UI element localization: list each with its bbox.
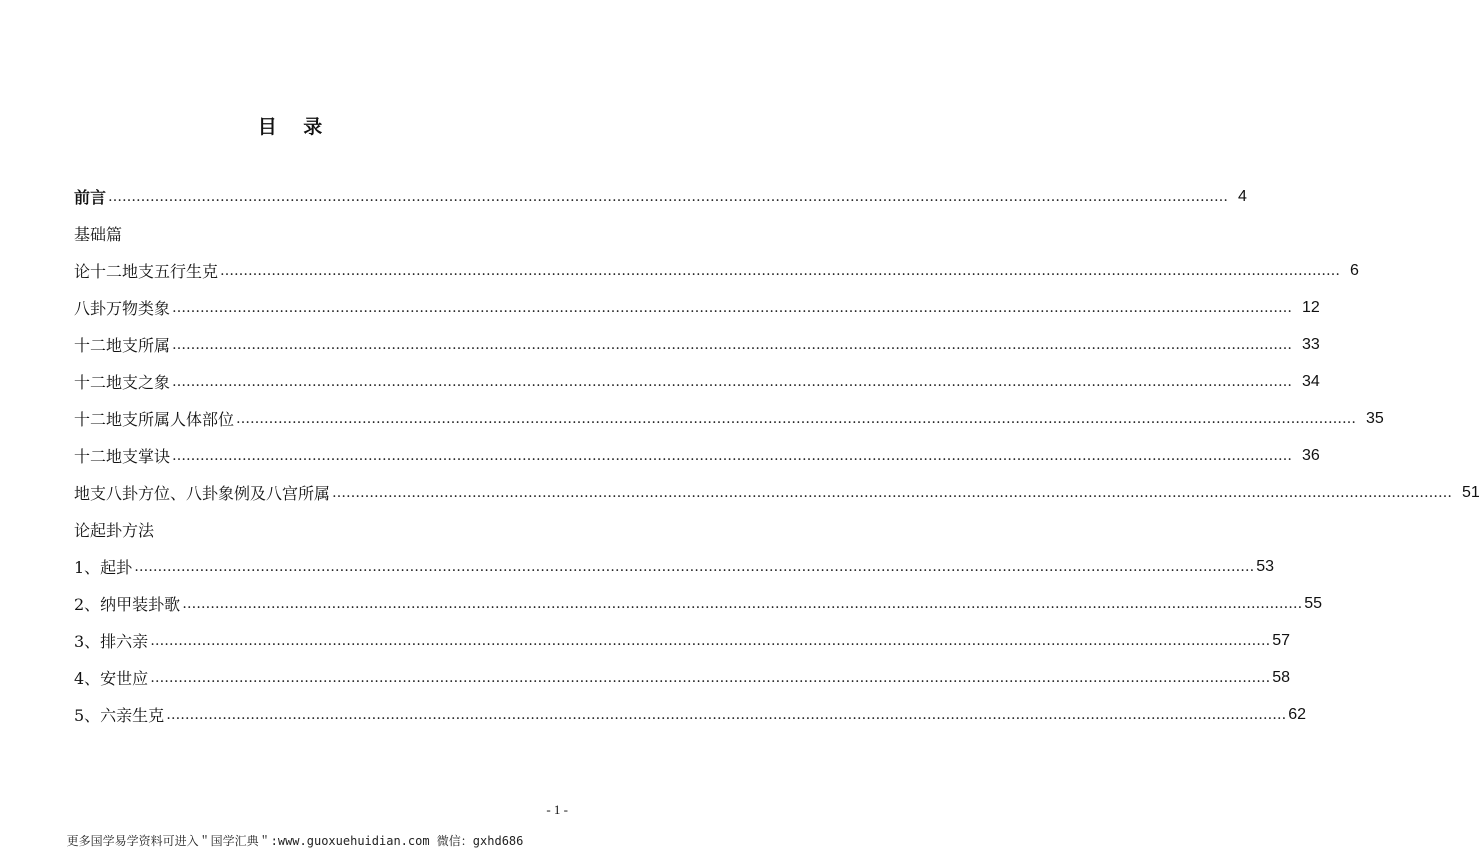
toc-leader-dots: …………………………………………………………………………………………………………………………………………………………………………………………………………………… <box>134 558 1255 575</box>
toc-entry-page: 57 <box>1272 631 1290 649</box>
toc-entry-page: 6 <box>1350 261 1359 279</box>
toc-entry-page: 55 <box>1304 594 1322 612</box>
toc-entry-label: 八卦万物类象 <box>74 299 171 318</box>
toc-section-heading <box>74 215 530 252</box>
toc-entry-page: 33 <box>1302 335 1320 353</box>
toc-entry-label: 论起卦方法 <box>74 521 155 540</box>
toc-entry-label: 基础篇 <box>74 225 123 244</box>
toc-entry[interactable] <box>74 289 1320 326</box>
toc-entry[interactable] <box>74 437 1320 474</box>
toc-leader-dots: …………………………………………………………………………………………………………………………………………………………………………………………………………………… <box>108 188 1229 205</box>
toc-leader-dots: …………………………………………………………………………………………………………………………………………………………………………………………………………………… <box>332 484 1453 501</box>
toc-entry-label: 3、排六亲 <box>74 632 149 651</box>
toc-entry[interactable] <box>74 622 1290 659</box>
toc-entry[interactable] <box>74 696 1306 733</box>
toc-entry-page: 4 <box>1238 187 1247 205</box>
toc-leader-dots: …………………………………………………………………………………………………………………………………………………………………………………………………………………… <box>236 410 1357 427</box>
toc-entry[interactable] <box>74 363 1320 400</box>
toc-entry-label: 十二地支所属人体部位 <box>74 410 235 429</box>
toc-leader-dots: …………………………………………………………………………………………………………………………………………………………………………………………………………………… <box>182 595 1303 612</box>
toc-leader-dots: …………………………………………………………………………………………………………………………………………………………………………………………………………………… <box>172 373 1293 390</box>
toc-entry[interactable] <box>74 326 1320 363</box>
toc-entry-page: 58 <box>1272 668 1290 686</box>
page-title: 目 录 <box>257 116 333 138</box>
toc-entry-page: 51 <box>1462 483 1480 501</box>
toc-entry-label: 论十二地支五行生克 <box>74 262 219 281</box>
footer-note: 更多国学易学资料可进入＂国学汇典＂:www.guoxuehuidian.com 微信：gxhd686 <box>66 834 524 848</box>
toc-entry[interactable] <box>74 659 1290 696</box>
toc-entry-label: 4、安世应 <box>74 669 149 688</box>
toc-entry-label: 5、六亲生克 <box>74 706 165 725</box>
toc-entry-label: 十二地支所属 <box>74 336 171 355</box>
toc-entry-page: 12 <box>1302 298 1320 316</box>
toc-entry-label: 前言 <box>74 188 107 207</box>
toc-entry-label: 地支八卦方位、八卦象例及八宫所属 <box>74 484 331 503</box>
page-number: - 1 - <box>546 802 568 817</box>
toc-leader-dots: …………………………………………………………………………………………………………………………………………………………………………………………………………………… <box>150 632 1271 649</box>
toc-section-heading <box>74 511 530 548</box>
toc-entry[interactable] <box>74 474 1480 511</box>
toc-leader-dots: …………………………………………………………………………………………………………………………………………………………………………………………………………………… <box>166 706 1287 723</box>
toc-entry-label: 十二地支之象 <box>74 373 171 392</box>
toc-entry-page: 36 <box>1302 446 1320 464</box>
toc-entry-label: 十二地支掌诀 <box>74 447 171 466</box>
toc-entry[interactable] <box>74 548 1274 585</box>
toc-entry-page: 53 <box>1256 557 1274 575</box>
toc-entry-page: 62 <box>1288 705 1306 723</box>
toc-entry-page: 34 <box>1302 372 1320 390</box>
toc-leader-dots: …………………………………………………………………………………………………………………………………………………………………………………………………………………… <box>150 669 1271 686</box>
toc-entry-label: 2、纳甲装卦歌 <box>74 595 181 614</box>
toc-leader-dots: …………………………………………………………………………………………………………………………………………………………………………………………………………………… <box>172 336 1293 353</box>
toc-entry[interactable] <box>74 178 1247 215</box>
toc-entry-label: 1、起卦 <box>74 558 133 577</box>
toc-entry[interactable] <box>74 252 1359 289</box>
toc-leader-dots: …………………………………………………………………………………………………………………………………………………………………………………………………………………… <box>220 262 1341 279</box>
toc-leader-dots: …………………………………………………………………………………………………………………………………………………………………………………………………………………… <box>172 447 1293 464</box>
toc-entry-page: 35 <box>1366 409 1384 427</box>
toc-entry[interactable] <box>74 400 1384 437</box>
table-of-contents <box>74 178 1480 733</box>
toc-entry[interactable] <box>74 585 1322 622</box>
toc-leader-dots: …………………………………………………………………………………………………………………………………………………………………………………………………………………… <box>172 299 1293 316</box>
